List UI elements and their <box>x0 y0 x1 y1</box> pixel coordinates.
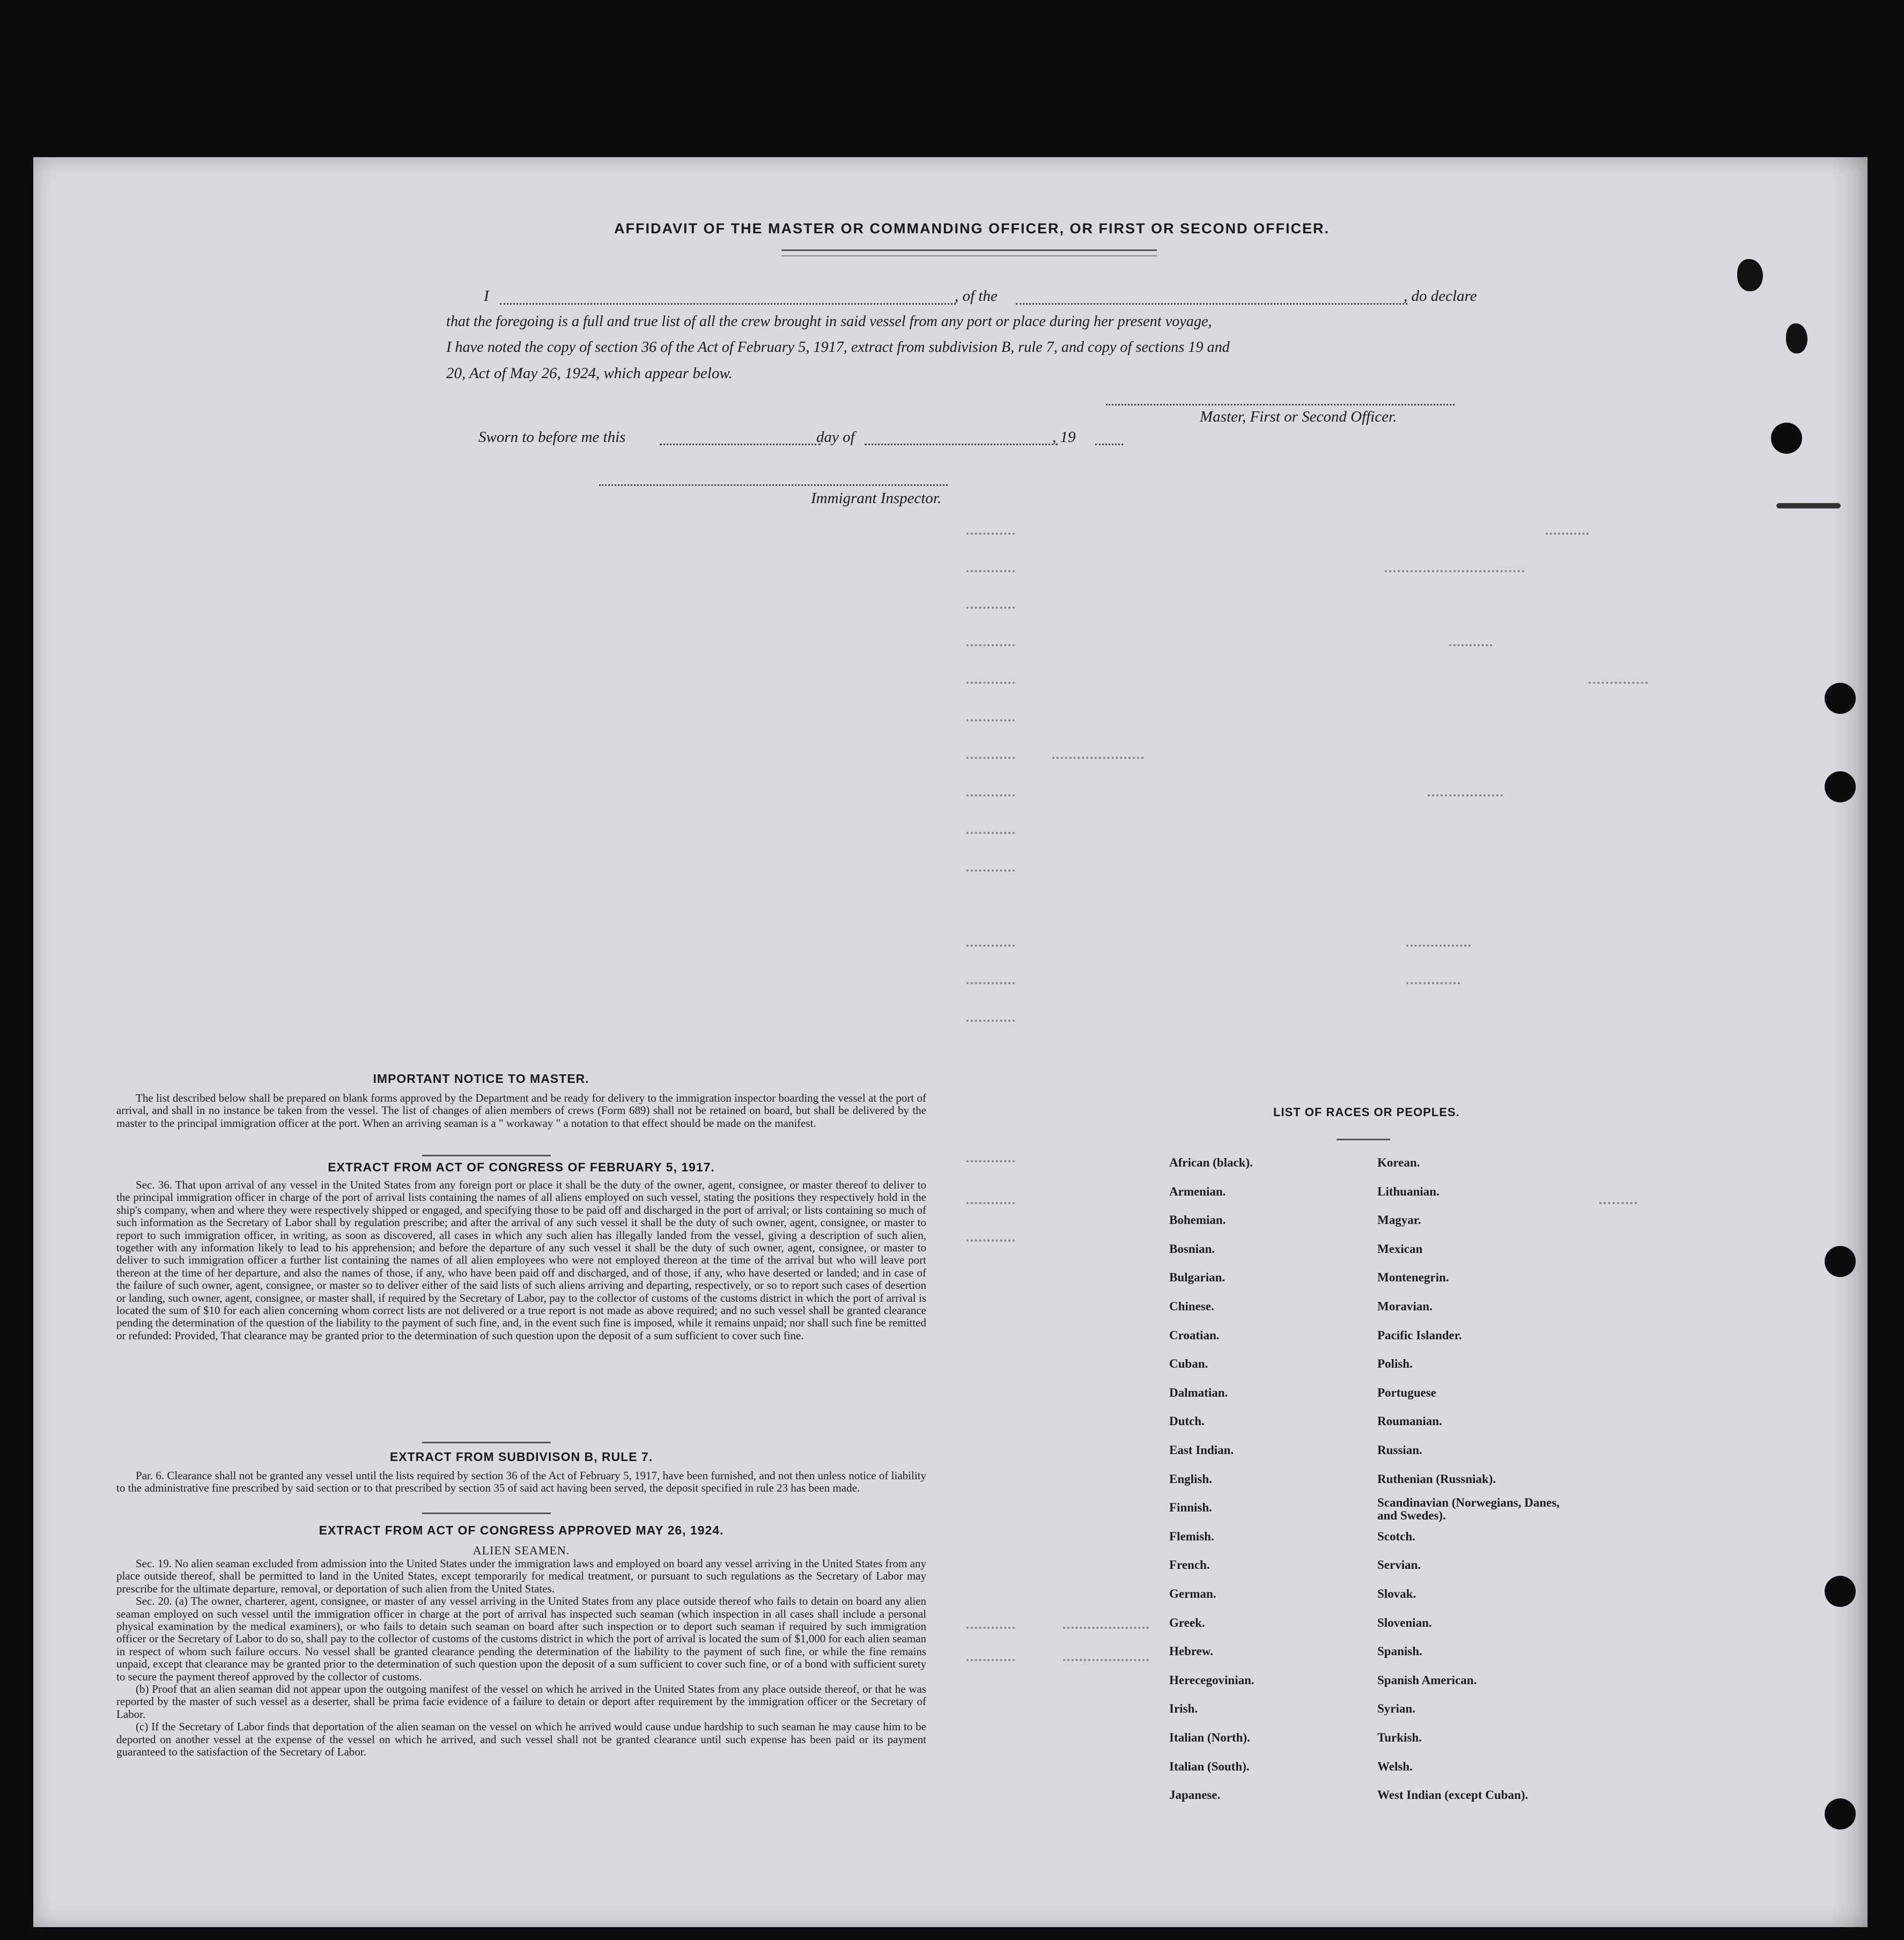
race-item: Irish. <box>1169 1702 1198 1716</box>
race-item: African (black). <box>1169 1156 1253 1169</box>
extract-1917-title: EXTRACT FROM ACT OF CONGRESS OF FEBRUARY 5, 1917. <box>328 1160 715 1174</box>
punch-hole <box>1771 423 1802 454</box>
race-item: Polish. <box>1377 1357 1413 1371</box>
notice-text: The list described below shall be prepared on blank forms approved by the Department and be ready for delivery to the immigration inspector boarding the vessel at the port of arrival, and shall in no instance be taken from the vessel. The list of changes of alien members of crews (Form 689) shall not be retained on board, but shall be delivered by the master to the principal immigration officer at the port. When an arriving seaman is a " workaway " a notation to that effect should be made on the manifest. <box>116 1091 926 1130</box>
race-item: Bohemian. <box>1169 1213 1226 1227</box>
race-item: Bosnian. <box>1169 1242 1215 1256</box>
race-item: Armenian. <box>1169 1184 1226 1198</box>
declaration-i: I <box>484 287 489 305</box>
extract-1917-body <box>116 1179 926 1342</box>
race-item: Mexican <box>1377 1242 1423 1256</box>
divider <box>422 1442 551 1443</box>
declaration-line-4: 20, Act of May 26, 1924, which appear below. <box>446 365 733 382</box>
race-item: Chinese. <box>1169 1300 1214 1313</box>
inspector-label: Immigrant Inspector. <box>811 490 942 507</box>
races-divider <box>1337 1139 1390 1140</box>
name-field-line[interactable] <box>500 303 956 305</box>
title-rule <box>781 249 1157 256</box>
declaration-line-3: I have noted the copy of section 36 of the Act of February 5, 1917, extract from subdivision B, rule 7, and copy of sections 19 and <box>446 339 1230 356</box>
page-tear <box>1776 503 1841 508</box>
race-item: Korean. <box>1377 1156 1420 1169</box>
race-item: German. <box>1169 1587 1216 1600</box>
sworn-prefix: Sworn to before me this <box>478 429 626 446</box>
sec-20b-text: (b) Proof that an alien seaman did not appear upon the outgoing manifest of the vessel on which he arrived in the United States from any place outside thereof, or that he was reported by the master of such vessel as a deserter, shall be prima facie evidence of a failure to detain or deport after requirement by the immigration officer or the Secretary of Labor. <box>116 1683 926 1721</box>
extract-1924-title: EXTRACT FROM ACT OF CONGRESS APPROVED MAY 26, 1924. <box>319 1523 724 1537</box>
race-item: Dalmatian. <box>1169 1385 1228 1399</box>
race-item: Herecegovinian. <box>1169 1673 1254 1687</box>
race-item: Cuban. <box>1169 1357 1208 1371</box>
punch-hole <box>1825 771 1856 802</box>
sworn-day-line[interactable] <box>660 444 821 445</box>
race-item: Spanish American. <box>1377 1673 1477 1687</box>
race-item: French. <box>1169 1558 1210 1572</box>
declaration-do-declare: , do declare <box>1404 287 1477 305</box>
race-item: Italian (South). <box>1169 1759 1250 1773</box>
sec-19-text: Sec. 19. No alien seaman excluded from admission into the United States under the immigration laws and employed on board any vessel arriving in the United States from any place outside thereof, shall be permitted to land in the United States, except temporarily for medical treatment, or pursuant to such regulations as the Secretary of Labor may prescribe for the ultimate departure, removal, or deportation of such alien from the United States. <box>116 1557 926 1595</box>
race-item: Hebrew. <box>1169 1644 1213 1658</box>
race-item: West Indian (except Cuban). <box>1377 1788 1529 1802</box>
race-item: Slovak. <box>1377 1587 1416 1600</box>
declaration-line-2: that the foregoing is a full and true list of all the crew brought in said vessel from any port or place during her present voyage, <box>446 313 1212 330</box>
race-item: Scotch. <box>1377 1529 1415 1543</box>
race-item: English. <box>1169 1472 1212 1486</box>
race-item: Syrian. <box>1377 1702 1415 1716</box>
page-edge-shadow <box>1830 157 1868 1927</box>
declaration-of-the: , of the <box>955 287 998 305</box>
rule7-title: EXTRACT FROM SUBDIVISON B, RULE 7. <box>389 1450 653 1464</box>
race-item: Moravian. <box>1377 1300 1433 1313</box>
race-item: Greek. <box>1169 1616 1205 1629</box>
race-item: Bulgarian. <box>1169 1271 1226 1285</box>
race-item: Montenegrin. <box>1377 1271 1449 1285</box>
punch-hole <box>1825 1246 1856 1277</box>
divider <box>422 1155 551 1156</box>
ink-blot <box>1737 259 1763 291</box>
race-item: Roumanian. <box>1377 1414 1442 1428</box>
race-item: Portuguese <box>1377 1385 1436 1399</box>
race-item: Servian. <box>1377 1558 1421 1572</box>
ink-blot <box>1786 323 1807 353</box>
races-title: LIST OF RACES OR PEOPLES. <box>1273 1105 1460 1119</box>
race-item: Spanish. <box>1377 1644 1422 1658</box>
extract-1924-body <box>116 1544 926 1759</box>
race-item: Russian. <box>1377 1443 1422 1457</box>
divider <box>422 1513 551 1514</box>
master-signature-line[interactable] <box>1106 404 1455 405</box>
race-item: Ruthenian (Russniak). <box>1377 1472 1496 1486</box>
alien-seamen-subtitle: ALIEN SEAMEN. <box>473 1544 570 1557</box>
race-item: Scandinavian (Norwegians, Danes, and Swedes). <box>1377 1496 1560 1523</box>
punch-hole <box>1825 1798 1856 1830</box>
sec-20c-text: (c) If the Secretary of Labor finds that deportation of the alien seaman on the vessel on which he arrived would cause undue hardship to such seaman he may cause him to be deported on another vessel at the expense of the vessel on which he arrived, and such vessel shall not be granted clearance until such expense has been paid or its payment guaranteed to the satisfaction of the Secretary of Labor. <box>116 1720 926 1759</box>
document-page <box>33 157 1868 1927</box>
inspector-signature-line[interactable] <box>599 484 948 486</box>
punch-hole <box>1825 683 1856 714</box>
race-item: Flemish. <box>1169 1529 1214 1543</box>
master-signature-label: Master, First or Second Officer. <box>1200 408 1397 425</box>
extract-1917-text: Sec. 36. That upon arrival of any vessel in the United States from any foreign port or place it shall be the duty of the owner, agent, consignee, or master thereof to deliver to the principal immigration officer in charge of the port of arrival lists containing the names of all aliens employed on such vessel, stating the positions they respectively hold in the ship's company, when and where they were respectively shipped or engaged, and specifying those to be paid off and discharged in the port of arrival; or lists containing so much of such information as the Secretary of Labor shall by regulation prescribe; and after the arrival of any such vessel it shall be the duty of such owner, agent, consignee, or master to report to such immigration officer, in writing, as soon as discovered, all cases in which any such alien has illegally landed from the vessel, giving a description of such alien, together with any information likely to lead to his apprehension; and before the departure of any such vessel it shall be the duty of such owner, agent, consignee, or master to deliver to such immigration officer a further list containing the names of all alien employees who were not employed thereon at the time of the arrival but who will leave port thereon at the time of her departure, and also the names of those, if any, who have been paid off and discharged, and of those, if any, who have deserted or landed; and in case of the failure of such owner, agent, consignee, or master so to deliver either of the said lists of such aliens arriving and departing, respectively, or so to report such cases of desertion or landing, such owner, agent, consignee, or master shall, if required by the Secretary of Labor, pay to the collector of customs of the customs district in which the port of arrival is located the sum of $10 for each alien concerning whom correct lists are not delivered or a true report is not made as above required; and no such vessel shall be granted clearance pending the determination of the question of the liability to the payment of such fine, and, in the event such fine is imposed, while it remains unpaid; nor shall such fine be remitted or refunded: Provided, That clearance may be granted prior to the determination of such question upon the deposit of a sum sufficient to cover such fine. <box>116 1178 926 1342</box>
race-item: Magyar. <box>1377 1213 1421 1227</box>
rule7-text: Par. 6. Clearance shall not be granted any vessel until the lists required by section 36 of the Act of February 5, 1917, have been furnished, and not then unless notice of liability to the administrative fine prescribed by said section or to that prescribed by section 35 of said act having been served, the deposit specified in rule 23 has been made. <box>116 1469 926 1495</box>
sworn-day-of: day of <box>816 429 855 446</box>
notice-title: IMPORTANT NOTICE TO MASTER. <box>373 1072 589 1086</box>
sworn-year: , 19 <box>1052 429 1076 446</box>
notice-body <box>116 1092 926 1130</box>
race-item: Turkish. <box>1377 1731 1422 1744</box>
race-item: Lithuanian. <box>1377 1184 1440 1198</box>
punch-hole <box>1825 1576 1856 1607</box>
affidavit-title: AFFIDAVIT OF THE MASTER OR COMMANDING OFFICER, OR FIRST OR SECOND OFFICER. <box>614 220 1330 237</box>
race-item: Croatian. <box>1169 1328 1220 1342</box>
race-item: Japanese. <box>1169 1788 1221 1802</box>
vessel-field-line[interactable] <box>1016 303 1407 305</box>
race-item: Welsh. <box>1377 1759 1413 1773</box>
race-item: Finnish. <box>1169 1501 1212 1515</box>
sec-20a-text: Sec. 20. (a) The owner, charterer, agent, consignee, or master of any vessel arriving in the United States from any place outside thereof who fails to detain on board any alien seaman employed on such vessel until the immigration officer in charge at the port of arrival has inspected such seaman (which inspection in all cases shall include a personal physical examination by the medical examiners), or who fails to detain such seaman on board after such inspection or to deport such seaman if required by such immigration officer or the Secretary of Labor to do so, shall pay to the collector of customs of the customs district in which the port of arrival is located the sum of $1,000 for each alien seaman in respect of whom such failure occurs. No vessel shall be granted clearance pending the determination of the liability to the payment of such fine, or while the fine remains unpaid, except that clearance may be granted prior to the determination of such question upon the deposit of a sum sufficient to cover such fine, or of a bond with sufficient surety to secure the payment thereof approved by the collector of customs. <box>116 1595 926 1683</box>
race-item: Dutch. <box>1169 1414 1205 1428</box>
rule7-body <box>116 1470 926 1495</box>
race-item: Pacific Islander. <box>1377 1328 1462 1342</box>
race-item: Italian (North). <box>1169 1731 1250 1744</box>
sworn-year-line[interactable] <box>1095 444 1123 445</box>
sworn-month-line[interactable] <box>865 444 1058 445</box>
race-item: East Indian. <box>1169 1443 1234 1457</box>
race-item: Slovenian. <box>1377 1616 1432 1629</box>
